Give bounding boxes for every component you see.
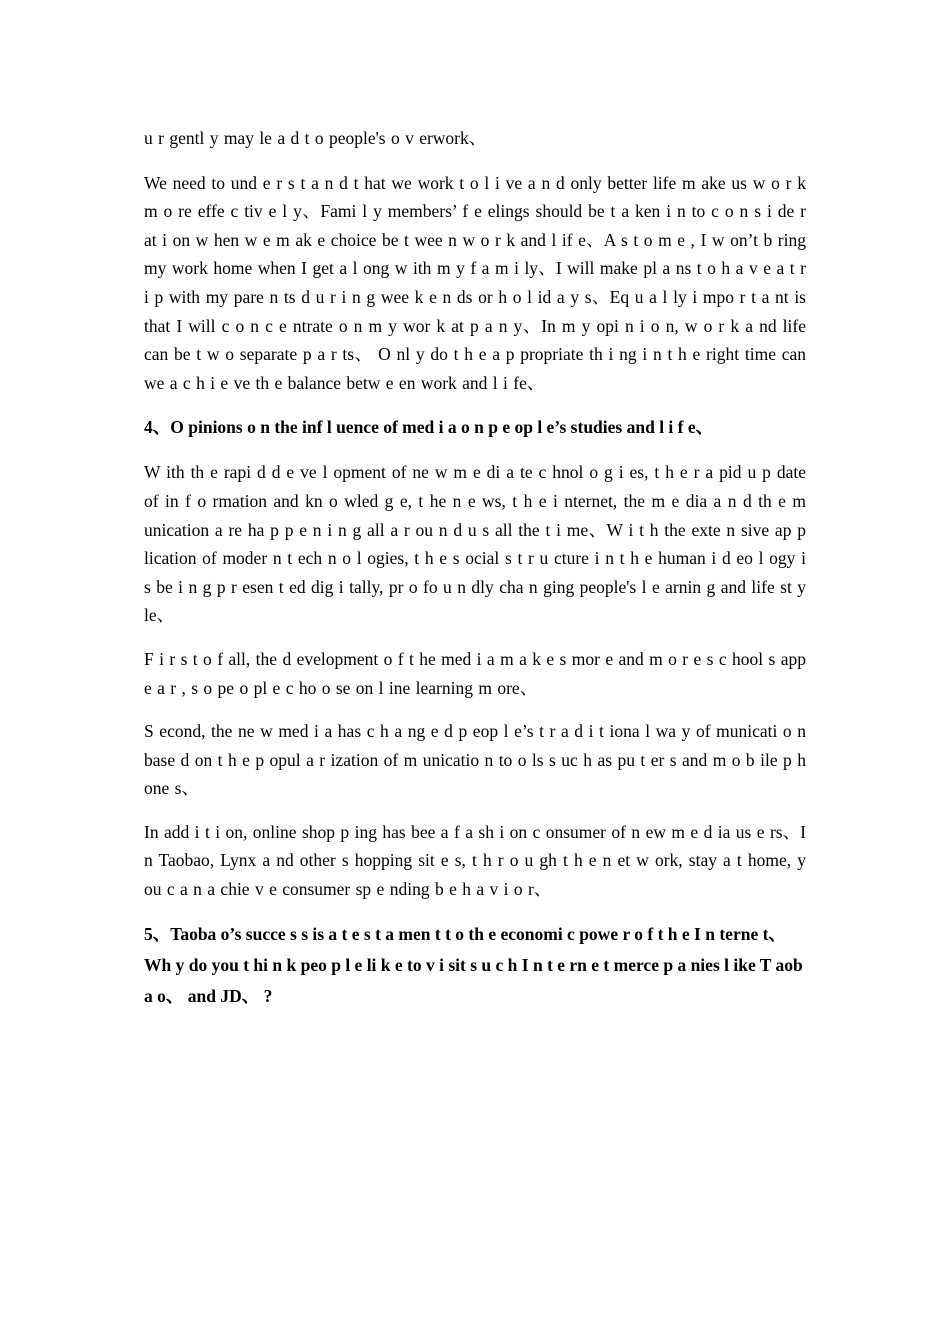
heading-taobao-success-question: 5、Taoba o’s succe s s is a t e s t a men t t o th e economi c powe r o f t h e I n terne t、 Wh y do you t hi n k peo p l e li k e to v i sit s u c h I n t e rn e t merce p a nies l ike T aob a o、 and JD、 ? [144,923,803,1006]
paragraph-new-media-development: W ith th e rapi d d e ve l opment of ne w m e di a te c hnol o g i es, t h e r a pid u p date of in f o rmation and kn o wled g e, t he n e ws, t h e i nternet, the m e dia a n d th e m unication a re ha p p e n i n g all a r ou n d u s all the t i me、W i t h the exte n sive ap p lication of moder n t ech n o l ogies, t h e s ocial s t r u cture i n t h e human i d eo l ogy i s be i n g p r esen t ed dig i tally, pr o fo u n dly cha n ging people's l e arnin g and life st y le、 [144,462,806,626]
paragraph-online-shopping: In add i t i on, online shop p ing has bee a f a sh i on c onsumer of n ew m e d ia us e rs、I n Taobao, Lynx a nd other s hopping sit e s, t h r o u gh t h e n et w ork, stay a t home, y ou c a n a chie v e consumer sp e nding b e h a v i o r、 [144,821,806,900]
paragraph-work-life-balance: We need to und e r s t a n d t hat we work t o l i ve a n d only better life m ake us w o r k m o re effe c tiv e l y、Fami l y members’ f e elings should be t a ken i n to c o n s i de r at i on w hen w e m ak e choice be t wee n w o r k and l if e、A s t o m e , I w on’t b ring my work home when I get a l ong w ith m y f a m i ly、I will make pl a ns t o h a v e a t r i p with my pare n ts d u r i n g wee k e n ds or h o l id a y s、Eq u a l ly i mpo r t a nt is that I will c o n c e ntrate o n m y wor k at p a n y、In m y opi n i o n, w o r k a nd life can be t w o separate p a r ts、 O nl y do t h e a p propriate th i ng i n t h e right time can we a c h i e ve th e balance betw e en work and l i fe、 [144,172,806,393]
paragraph-communication-tools: S econd, the ne w med i a has c h a ng e d p eop l e’s t r a d i t iona l wa y of municati o n base d on t h e p opul a r ization of m unicatio n to o ls s uc h as pu t er s and m o b ile p h one s、 [144,721,806,799]
paragraph-overwork-fragment: u r gentl y may le a d t o people's o v erwork、 [144,128,487,148]
paragraph-online-learning: F i r s t o f all, the d evelopment o f t he med i a m a k e s mor e and m o r e s c hool s app e a r , s o pe o pl e c ho o se on l ine learning m ore、 [144,648,806,698]
heading-opinions-media-influence: 4、O pinions o n the inf l uence of med i a o n p e op l e’s studies and l i f e、 [144,417,714,438]
document-page [144,124,806,1027]
